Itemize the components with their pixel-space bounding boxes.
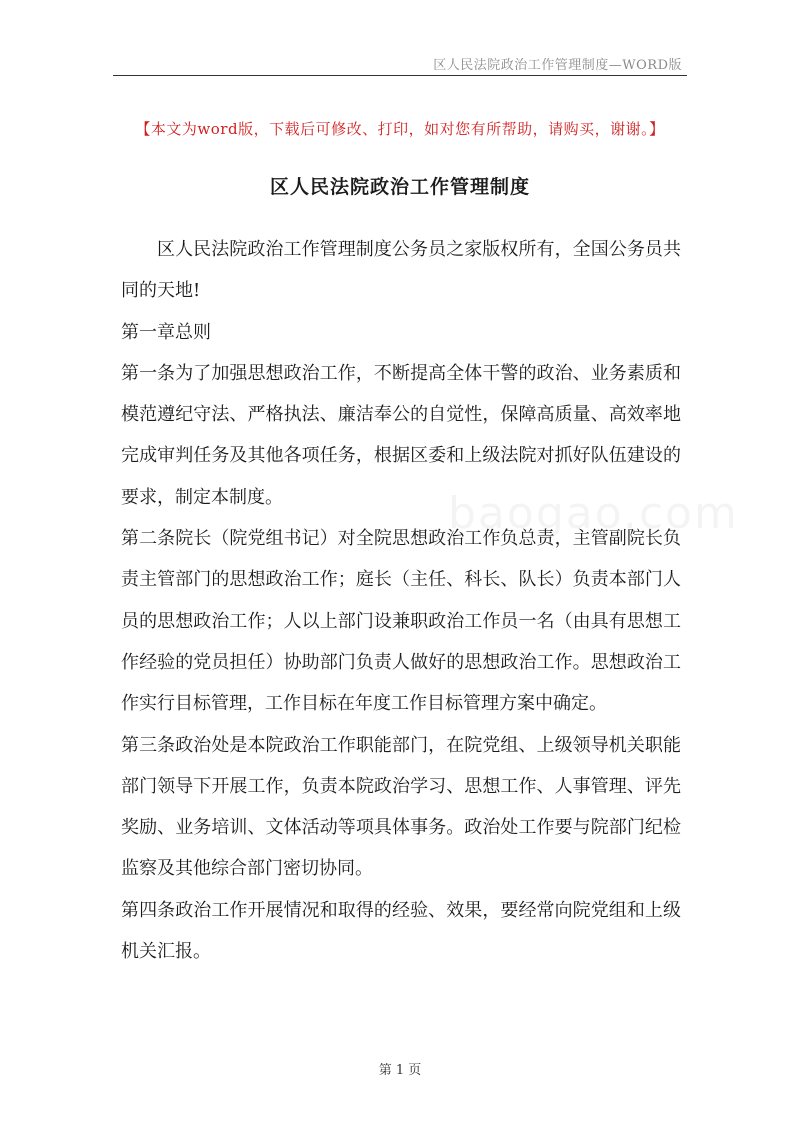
header-divider [113,75,687,76]
paragraph-article-1: 第一条为了加强思想政治工作，不断提高全体干警的政治、业务素质和模范遵纪守法、严格执法、廉洁奉公的自觉性，保障高质量、高效率地完成审判任务及其他各项任务，根据区委和上级法院对抓好队伍建设的要求，制定本制度。 [121,362,681,508]
paragraph-article-4: 第四条政治工作开展情况和取得的经验、效果，要经常向院党组和上级机关汇报。 [121,899,681,963]
paragraph-intro: 区人民法院政治工作管理制度公务员之家版权所有，全国公务员共同的天地! [121,239,681,302]
word-version-notice: 【本文为word版，下载后可修改、打印，如对您有所帮助，请购买，谢谢。】 [135,120,665,138]
paragraph-article-2: 第二条院长（院党组书记）对全院思想政治工作负总责，主管副院长负责主管部门的思想政治工作；庭长（主任、科长、队长）负责本部门人员的思想政治工作；人以上部门设兼职政治工作员一名（由具有思想工作经验的党员担任）协助部门负责人做好的思想政治工作。思想政治工作实行目标管理，工作目标在年度工作目标管理方案中确定。 [121,528,681,715]
running-header: 区人民法院政治工作管理制度—WORD版 [433,58,682,73]
document-body [121,229,681,972]
page-number: 第 1 页 [378,1063,422,1078]
paragraph-article-3: 第三条政治处是本院政治工作职能部门，在院党组、上级领导机关职能部门领导下开展工作，负责本院政治学习、思想工作、人事管理、评先奖励、业务培训、文体活动等项具体事务。政治处工作要与院部门纪检监察及其他综合部门密切协同。 [121,734,681,880]
paragraph-chapter-heading: 第一章总则 [121,321,211,343]
document-title: 区人民法院政治工作管理制度 [269,176,530,198]
